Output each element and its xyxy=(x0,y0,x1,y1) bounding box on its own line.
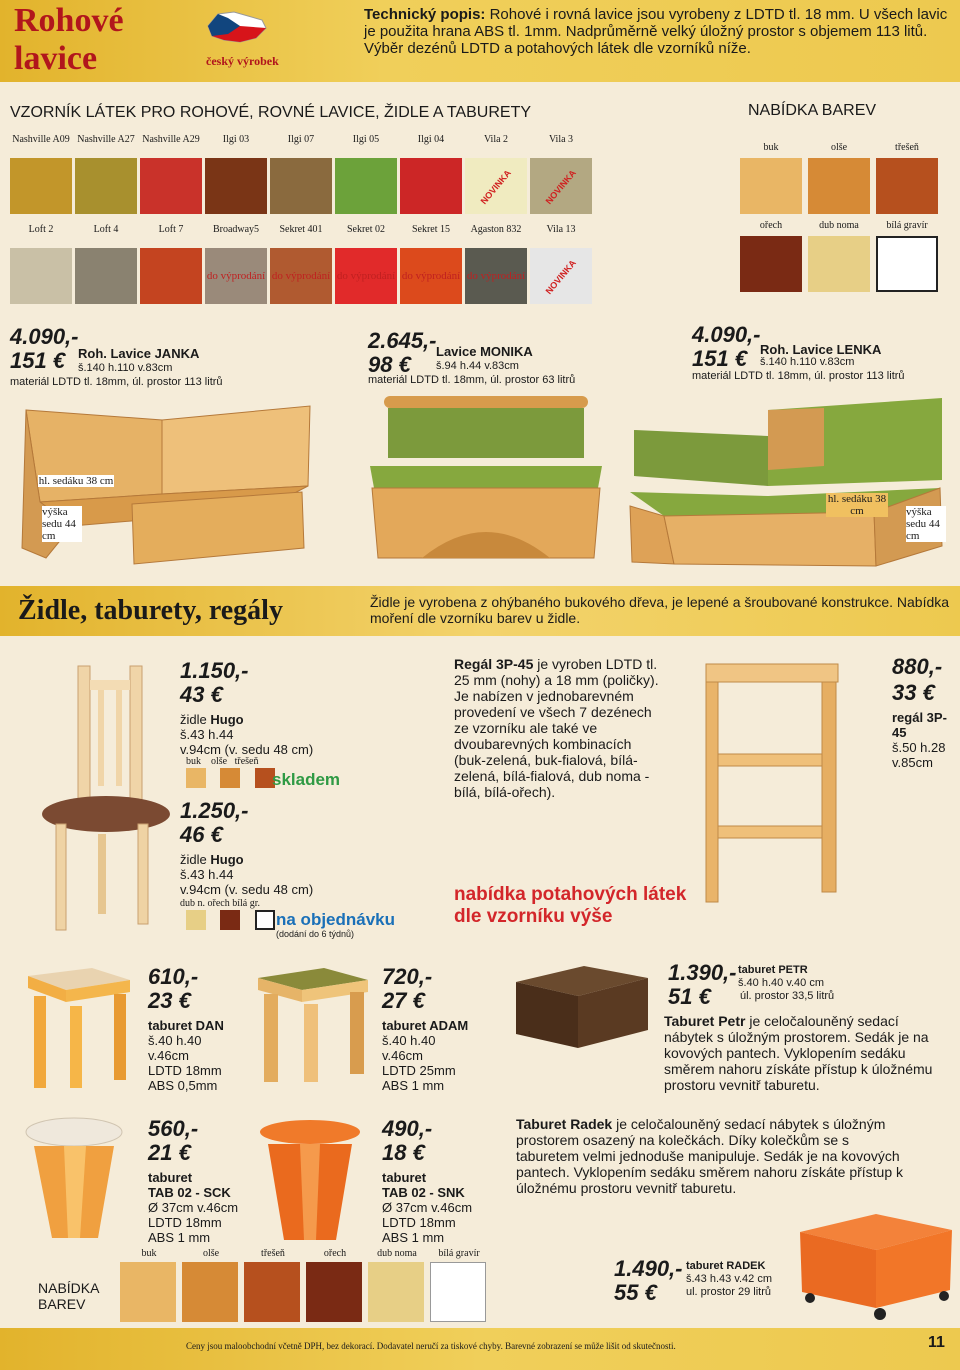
chair2-color-label-2: bílá gr. xyxy=(232,898,260,909)
bottom-wood-color-label: třešeň xyxy=(261,1248,285,1259)
shelf-text: je vyroben LDTD tl. 25 mm (nohy) a 18 mm (poličky). Je nabízen v jednobarevném provedení ve všech 7 dezénech ze vzorníku ale také ve dvoubarevných kombinacích (buk-zelená, buk-fialová, bílá-zelená, bílá-fialová, dub noma -bílá, bílá-ořech). xyxy=(454,656,659,800)
wood-color-label: ořech xyxy=(759,220,783,231)
fabric-swatch xyxy=(335,248,397,304)
chair1-swatch-1 xyxy=(220,768,240,788)
wood-color-label: olše xyxy=(830,142,848,153)
page-number: 11 xyxy=(928,1334,945,1351)
fabric-swatch xyxy=(530,158,592,214)
chair2-color-swatches xyxy=(186,910,277,930)
clearance-stamp: do výprodání xyxy=(336,270,396,282)
fabric-swatch xyxy=(10,158,72,214)
fabric-label: Agaston 832 xyxy=(470,224,522,235)
fabric-label: Vila 3 xyxy=(548,134,574,145)
stool-sck-name2: TAB 02 - SCK xyxy=(148,1185,231,1200)
stool-dan-d4: ABS 0,5mm xyxy=(148,1078,218,1093)
bottom-wood-color-row xyxy=(120,1246,520,1326)
chair1-color-swatches xyxy=(186,768,277,788)
tech-text: Rohové i rovná lavice jsou vyrobeny z LDTD tl. 18 mm. U všech lavic je použita hrana ABS tl. 1mm. Nadprůměrně velký úložný prostor s objemem 113 litů. Výběr dezénů LDTD a potahových látek dle vzorníků níže. xyxy=(364,6,948,57)
stool-radek-dims: š.43 h.43 v.42 cm xyxy=(686,1273,773,1285)
chair2-price-czk: 1.250,- xyxy=(180,798,249,823)
fabric-swatch xyxy=(400,158,462,214)
bench-janka-material: materiál LDTD tl. 18mm, úl. prostor 113 litrů xyxy=(10,376,223,388)
bottom-wood-color-label: buk xyxy=(141,1248,157,1259)
fabric-label: Loft 4 xyxy=(93,224,119,235)
stool-adam-image xyxy=(254,966,372,1084)
fabric-swatch xyxy=(205,158,267,214)
fabric-label: Sekret 401 xyxy=(279,224,323,235)
stool-petr-price-czk: 1.390,- xyxy=(668,960,737,985)
wood-color-label: buk xyxy=(763,142,779,153)
stool-adam-info xyxy=(382,966,492,1093)
chair1-color-labels xyxy=(186,756,259,767)
clearance-stamp: do výprodání xyxy=(401,270,461,282)
wood-color-label: bílá gravír xyxy=(886,220,928,231)
fabric-label: Nashville A27 xyxy=(77,134,135,145)
chair1-color-label-1: olše xyxy=(211,756,228,767)
section-title: Židle, taburety, regály xyxy=(18,595,283,626)
stool-sck-image xyxy=(24,1116,126,1242)
stool-dan-d2: v.46cm xyxy=(148,1048,189,1063)
bottom-wood-color-swatch xyxy=(430,1262,486,1322)
section-description: Židle je vyrobena z ohýbaného bukového dřeva, je lepené a šroubované konstrukce. Nabídka moření dle vzorníku barev u židle. xyxy=(370,594,950,626)
bench-janka-name: Roh. Lavice JANKA xyxy=(78,346,200,361)
stool-snk-d2: LDTD 18mm xyxy=(382,1215,456,1230)
bench-lenka-price-czk: 4.090,- xyxy=(692,322,761,347)
bottom-wood-color-swatch xyxy=(306,1262,362,1322)
stool-sck-price-czk: 560,- xyxy=(148,1116,199,1141)
chair1-color-label-2: třešeň xyxy=(234,756,259,767)
stool-petr-dims: š.40 h.40 v.40 cm xyxy=(738,977,825,989)
fabric-swatch xyxy=(205,248,267,304)
shelf-price-czk: 880,- xyxy=(892,654,943,679)
stool-petr-image xyxy=(512,964,652,1050)
chair-hugo-image xyxy=(40,664,160,934)
bench-monika-price-eur: 98 € xyxy=(368,352,411,377)
wood-color-grid xyxy=(740,136,952,296)
clearance-stamp: do výprodání xyxy=(206,270,266,282)
fabric-row-2 xyxy=(0,222,600,308)
bottom-wood-color-label: dub noma xyxy=(377,1248,417,1259)
bench-monika-material: materiál LDTD tl. 18mm, úl. prostor 63 litrů xyxy=(368,374,576,386)
tech-label: Technický popis: xyxy=(364,6,486,23)
shelf-price-info xyxy=(892,656,956,770)
chair1-stock: skladem xyxy=(272,770,341,789)
chair2-dims2: v.94cm (v. sedu 48 cm) xyxy=(180,882,314,897)
fabric-swatch xyxy=(75,158,137,214)
bench-janka-price-eur: 151 € xyxy=(10,348,66,373)
stool-petr-description xyxy=(664,1013,950,1093)
chair-hugo-2-info xyxy=(180,800,410,897)
stool-dan-info xyxy=(148,966,248,1093)
bottom-wood-color-label: olše xyxy=(202,1248,220,1259)
stool-sck-name1: taburet xyxy=(148,1170,193,1185)
chair2-swatch-1 xyxy=(220,910,240,930)
stool-snk-name2: TAB 02 - SNK xyxy=(382,1185,465,1200)
fabric-row-1 xyxy=(0,132,600,218)
bottom-color-offer-title: NABÍDKA BAREV xyxy=(38,1280,99,1312)
bottom-wood-color-swatch xyxy=(368,1262,424,1322)
stool-petr-text: je celočalouněný sedací nábytek s úložným prostorem. Sedák je na kovových pantech. Vyklopením sedáku směrem nahoru získáte přístup k úložnému prostoru vevnitř taburetu. xyxy=(664,1013,933,1093)
chair2-swatch-0 xyxy=(186,910,206,930)
chair1-name: Hugo xyxy=(210,712,244,727)
chair2-dims1: š.43 h.44 xyxy=(180,867,234,882)
stool-radek-title: Taburet Radek xyxy=(516,1116,613,1132)
stool-snk-info xyxy=(382,1118,492,1245)
fabric-label: Vila 13 xyxy=(546,224,576,235)
chair2-order: na objednávku xyxy=(276,910,396,929)
shelf-name: Regál 3P-45 xyxy=(454,656,534,672)
shelf-price-eur: 33 € xyxy=(892,680,935,705)
czech-product-badge: český výrobek xyxy=(206,54,279,68)
bench-lenka-material: materiál LDTD tl. 18mm, úl. prostor 113 litrů xyxy=(692,370,905,382)
stool-radek-price-eur: 55 € xyxy=(614,1280,657,1305)
title-line-2: lavice xyxy=(14,40,98,77)
shelf-description xyxy=(454,656,666,800)
bench-lenka-dims: š.140 h.110 v.83cm xyxy=(760,356,855,368)
bench-lenka-name: Roh. Lavice LENKA xyxy=(760,342,882,357)
stool-adam-name: taburet ADAM xyxy=(382,1018,469,1033)
stool-dan-price-eur: 23 € xyxy=(148,988,191,1013)
wood-color-label: dub noma xyxy=(819,220,859,231)
novelty-label: NOVINKA xyxy=(478,167,513,207)
stool-adam-d2: v.46cm xyxy=(382,1048,423,1063)
stool-dan-price-czk: 610,- xyxy=(148,964,199,989)
chair2-price-eur: 46 € xyxy=(180,822,223,847)
fabric-label: Ilgi 04 xyxy=(417,134,445,145)
chair-hugo-1-info xyxy=(180,660,410,757)
bench-janka-price-czk: 4.090,- xyxy=(10,324,79,349)
stool-adam-price-czk: 720,- xyxy=(382,964,433,989)
bench-janka-info xyxy=(10,326,310,392)
fabric-label: Broadway5 xyxy=(212,224,260,235)
stool-snk-price-czk: 490,- xyxy=(382,1116,433,1141)
stool-dan-image xyxy=(22,966,134,1090)
stool-snk-d3: ABS 1 mm xyxy=(382,1230,445,1245)
clearance-stamp: do výprodání xyxy=(466,270,526,282)
fabric-label: Ilgi 03 xyxy=(222,134,250,145)
fabric-label: Loft 2 xyxy=(28,224,54,235)
stool-adam-d4: ABS 1 mm xyxy=(382,1078,445,1093)
stool-radek-description xyxy=(516,1116,906,1196)
chair2-prefix: židle xyxy=(180,852,207,867)
bench-janka-seat-depth: hl. sedáku 38 cm xyxy=(38,475,114,487)
chair1-swatch-0 xyxy=(186,768,206,788)
wood-color-swatch xyxy=(740,158,802,214)
stool-dan-d1: š.40 h.40 xyxy=(148,1033,202,1048)
bench-lenka-seat-height: výška sedu 44 cm xyxy=(906,506,946,542)
bottom-wood-color-swatch xyxy=(244,1262,300,1322)
chair1-price-eur: 43 € xyxy=(180,682,223,707)
bench-janka-dims: š.140 h.110 v.83cm xyxy=(78,362,173,374)
fabric-swatch xyxy=(530,248,592,304)
stool-adam-d1: š.40 h.40 xyxy=(382,1033,436,1048)
bench-janka-seat-height: výška sedu 44 cm xyxy=(42,506,82,542)
stool-snk-name1: taburet xyxy=(382,1170,427,1185)
clearance-stamp: do výprodání xyxy=(271,270,331,282)
shelf-dims1: š.50 h.28 xyxy=(892,740,946,755)
color-offer-title: NABÍDKA BAREV xyxy=(748,102,877,119)
shelf-label: regál 3P-45 xyxy=(892,710,947,740)
wood-color-swatch xyxy=(808,158,870,214)
chair2-color-label-0: dub n. xyxy=(180,898,205,909)
bottom-wood-color-label: bílá gravír xyxy=(438,1248,480,1259)
bench-monika-info xyxy=(368,330,668,396)
fabric-label: Loft 7 xyxy=(158,224,184,235)
chair2-color-labels xyxy=(180,898,260,909)
stool-dan-name: taburet DAN xyxy=(148,1018,224,1033)
title-line-1: Rohové xyxy=(14,2,124,39)
fabric-swatch xyxy=(10,248,72,304)
chair1-color-label-0: buk xyxy=(186,756,201,767)
fabric-swatch xyxy=(465,248,527,304)
bench-monika-dims: š.94 h.44 v.83cm xyxy=(436,360,519,372)
bottom-wood-color-swatch xyxy=(120,1262,176,1322)
fabric-swatch xyxy=(270,158,332,214)
fabric-label: Nashville A29 xyxy=(142,134,200,145)
fabric-label: Ilgi 07 xyxy=(287,134,315,145)
wood-color-swatch xyxy=(808,236,870,292)
chair1-price-czk: 1.150,- xyxy=(180,658,249,683)
bench-lenka-info xyxy=(692,324,952,390)
technical-description xyxy=(364,6,954,57)
novelty-label: NOVINKA xyxy=(543,167,578,207)
stool-dan-d3: LDTD 18mm xyxy=(148,1063,222,1078)
bench-monika-image xyxy=(362,396,610,566)
fabric-swatch xyxy=(335,158,397,214)
fabric-label: Vila 2 xyxy=(483,134,509,145)
stool-snk-image xyxy=(256,1118,364,1242)
bench-monika-price-czk: 2.645,- xyxy=(368,328,437,353)
fabric-swatch xyxy=(140,158,202,214)
fabric-label: Nashville A09 xyxy=(12,134,70,145)
shelf-image xyxy=(700,662,846,904)
fabric-label: Sekret 02 xyxy=(346,224,386,235)
stool-radek-image xyxy=(796,1210,956,1322)
fabric-sampler-title: VZORNÍK LÁTEK PRO ROHOVÉ, ROVNÉ LAVICE, ŽIDLE A TABURETY xyxy=(10,104,532,121)
wood-color-swatch xyxy=(876,236,938,292)
stool-petr-price-eur: 51 € xyxy=(668,984,711,1009)
fabric-swatch xyxy=(400,248,462,304)
fabric-swatch xyxy=(270,248,332,304)
bench-lenka-price-eur: 151 € xyxy=(692,346,748,371)
fabric-label: Ilgi 05 xyxy=(352,134,380,145)
stool-petr-name: taburet PETR xyxy=(738,964,808,976)
stool-sck-d2: LDTD 18mm xyxy=(148,1215,222,1230)
chair2-color-label-1: ořech xyxy=(207,898,230,909)
stool-sck-d3: ABS 1 mm xyxy=(148,1230,211,1245)
chair2-name: Hugo xyxy=(210,852,244,867)
bench-lenka-seat-depth: hl. sedáku 38 cm xyxy=(827,493,887,517)
stool-radek-price-czk: 1.490,- xyxy=(614,1256,683,1281)
stool-sck-info xyxy=(148,1118,258,1245)
stool-radek-name: taburet RADEK xyxy=(686,1260,766,1272)
chair1-dims1: š.43 h.44 xyxy=(180,727,234,742)
fabric-swatch xyxy=(140,248,202,304)
stool-petr-storage: úl. prostor 33,5 litrů xyxy=(740,990,835,1002)
chair1-dims2: v.94cm (v. sedu 48 cm) xyxy=(180,742,314,757)
bench-monika-name: Lavice MONIKA xyxy=(436,344,533,359)
chair2-order-note: (dodání do 6 týdnů) xyxy=(276,929,355,939)
stool-adam-d3: LDTD 25mm xyxy=(382,1063,456,1078)
footer-note: Ceny jsou maloobchodní včetně DPH, bez dekorací. Dodavatel neručí za tiskové chyby. Barevné zobrazení se může lišit od skutečnosti. xyxy=(186,1341,676,1351)
novelty-label: NOVINKA xyxy=(543,257,578,297)
czech-map-icon xyxy=(204,6,268,48)
fabric-label: Sekret 15 xyxy=(411,224,451,235)
shelf-dims2: v.85cm xyxy=(892,755,933,770)
fabric-offer-note: nabídka potahových látek dle vzorníku výše xyxy=(454,884,687,927)
stool-petr-title: Taburet Petr xyxy=(664,1013,746,1029)
stool-radek-text: je celočalouněný sedací nábytek s úložným prostorem osazený na kolečkách. Díky kolečkům se s taburetem velmi jednoduše manipuluje. Sedák je na kovových pantech. Vyklopením sedáku směrem nahoru získáte přístup k úložnému prostoru vevnitř taburetu. xyxy=(516,1116,904,1196)
bottom-wood-color-label: ořech xyxy=(323,1248,347,1259)
stool-sck-d1: Ø 37cm v.46cm xyxy=(148,1200,239,1215)
chair2-swatch-2 xyxy=(255,910,275,930)
chair1-prefix: židle xyxy=(180,712,207,727)
bench-lenka-image xyxy=(624,396,950,568)
wood-color-label: třešeň xyxy=(895,142,919,153)
fabric-swatch xyxy=(465,158,527,214)
wood-color-swatch xyxy=(876,158,938,214)
stool-snk-price-eur: 18 € xyxy=(382,1140,425,1165)
wood-color-swatch xyxy=(740,236,802,292)
fabric-swatch xyxy=(75,248,137,304)
stool-adam-price-eur: 27 € xyxy=(382,988,425,1013)
stool-sck-price-eur: 21 € xyxy=(148,1140,191,1165)
bottom-wood-color-swatch xyxy=(182,1262,238,1322)
page-title xyxy=(14,2,124,78)
stool-snk-d1: Ø 37cm v.46cm xyxy=(382,1200,473,1215)
stool-radek-storage: ul. prostor 29 litrů xyxy=(686,1286,771,1298)
